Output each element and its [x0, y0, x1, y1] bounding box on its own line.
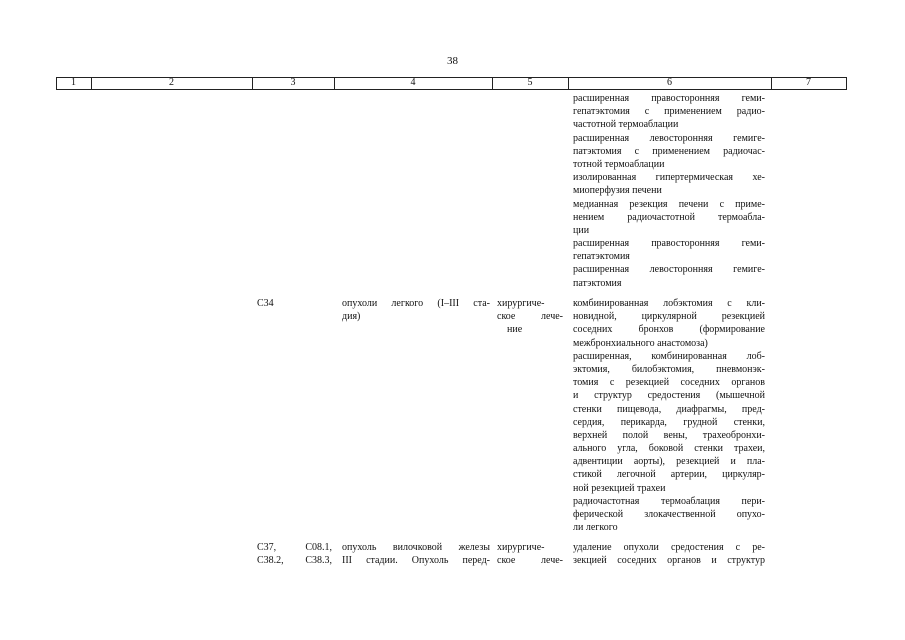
icd-code: C34 — [257, 298, 274, 309]
method-line: стикой легочной артерии, циркуляр- — [573, 469, 765, 481]
header-col-3: 3 — [290, 77, 296, 88]
method-line: адвентиции аорты), резекцией и пла- — [573, 456, 765, 468]
method-line: расширенная правосторонняя геми- — [573, 238, 765, 250]
method-list-continued — [573, 92, 765, 290]
method-line: патэктомия — [573, 277, 622, 289]
method-line: томия с резекцией соседних органов — [573, 377, 765, 389]
method-line: радиочастотная термоаблация пери- — [573, 495, 765, 507]
treatment-line: ское лече- — [497, 311, 563, 323]
diagnosis-line: опухоли легкого (I–III ста- — [342, 298, 490, 309]
treatment-line: ское лече- — [497, 555, 563, 567]
header-col-7: 7 — [806, 77, 811, 88]
code-line: C38.2, C38.3, — [257, 555, 332, 567]
method-line: медианная резекция печени с приме- — [573, 198, 765, 210]
code-line: C37, C08.1, — [257, 542, 332, 553]
method-line: соседних бронхов (формирование — [573, 324, 765, 336]
method-line: и структур средостения (мышечной — [573, 390, 765, 402]
method-line: межбронхиального анастомоза) — [573, 337, 708, 349]
diagnosis — [342, 541, 490, 567]
diagnosis-line: дия) — [342, 311, 361, 323]
header-col-2: 2 — [169, 77, 174, 88]
method-line: тотной термоаблации — [573, 158, 665, 170]
method-line: ли легкого — [573, 522, 618, 534]
method-line: удаление опухоли средостения с ре- — [573, 542, 765, 553]
diagnosis-line: опухоль вилочковой железы — [342, 542, 490, 553]
diagnosis — [342, 297, 490, 323]
header-col-4: 4 — [410, 77, 416, 88]
method-line: изолированная гипертермическая хе- — [573, 172, 765, 184]
column-divider — [846, 77, 847, 89]
method-line: ферической злокачественной опухо- — [573, 509, 765, 520]
method-line: расширенная левосторонняя гемиге- — [573, 264, 765, 276]
table-header-rule — [56, 89, 847, 90]
treatment-type — [497, 541, 563, 567]
method-line: комбинированная лобэктомия с кли- — [573, 298, 765, 309]
method-line: эктомия, билобэктомия, пневмонэк- — [573, 363, 765, 375]
method-line: верхней полой вены, трахеобронхи- — [573, 429, 765, 441]
treatment-line: хирургиче- — [497, 298, 545, 309]
method-line: сердия, перикарда, грудной стенки, — [573, 416, 765, 428]
icd-code — [257, 541, 332, 567]
method-line: нением радиочастотной термоабла- — [573, 211, 765, 223]
method-line: патэктомия с применением радиочас- — [573, 145, 765, 157]
method-line: новидной, циркулярной резекцией — [573, 311, 765, 323]
page-number: 38 — [447, 55, 458, 67]
method-list — [573, 297, 765, 534]
header-col-1: 1 — [71, 77, 76, 88]
method-line: миоперфузия печени — [573, 185, 662, 197]
method-list — [573, 541, 765, 567]
method-line: расширенная правосторонняя геми- — [573, 93, 765, 104]
method-line: ального угла, боковой стенки трахеи, — [573, 443, 765, 455]
method-line: зекцией соседних органов и структур — [573, 555, 765, 567]
method-line: расширенная левосторонняя гемиге- — [573, 132, 765, 144]
header-col-6: 6 — [667, 77, 672, 88]
method-line: ции — [573, 224, 590, 236]
method-line: гепатэктомия — [573, 251, 630, 263]
method-line: гепатэктомия с применением радио- — [573, 106, 765, 118]
header-col-5: 5 — [527, 77, 533, 88]
method-line: частотной термоаблации — [573, 119, 679, 131]
method-line: стенки пищевода, диафрагмы, пред- — [573, 403, 765, 415]
method-line: расширенная, комбинированная лоб- — [573, 350, 765, 362]
treatment-type — [497, 297, 563, 337]
treatment-line: ние — [507, 324, 523, 336]
method-line: ной резекцией трахеи — [573, 482, 666, 494]
treatment-line: хирургиче- — [497, 542, 545, 553]
diagnosis-line: III стадии. Опухоль перед- — [342, 555, 490, 567]
